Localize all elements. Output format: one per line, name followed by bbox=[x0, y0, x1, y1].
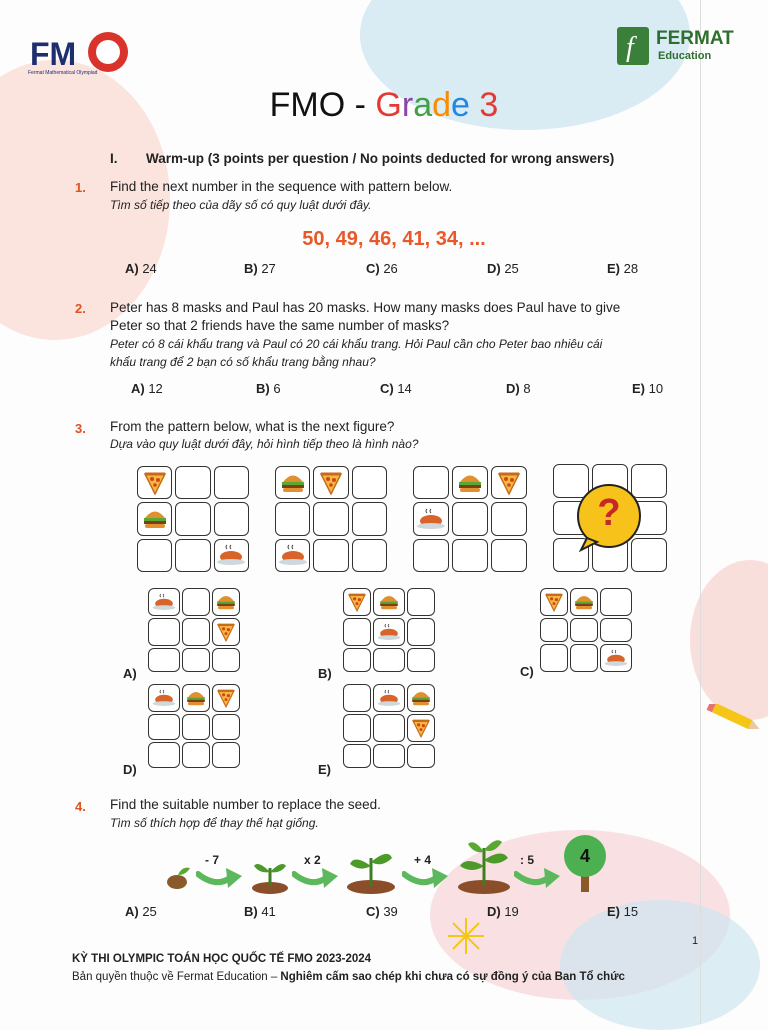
grid3-cell bbox=[452, 466, 488, 499]
answer-value: 25 bbox=[500, 261, 519, 276]
burger-icon bbox=[280, 471, 306, 495]
q2-answer-e[interactable] bbox=[632, 381, 663, 396]
q3-number: 3. bbox=[75, 421, 86, 436]
grid3-cell bbox=[491, 466, 527, 499]
answer-value: 25 bbox=[138, 904, 157, 919]
opt-a-cell bbox=[212, 648, 240, 672]
title-grade-letter bbox=[470, 86, 479, 124]
fmo-logo-sub: Fermat Mathematical Olympiad bbox=[28, 70, 98, 76]
fermat-f-icon bbox=[616, 26, 650, 66]
grid1-cell bbox=[214, 502, 249, 535]
opt-d-cell bbox=[182, 684, 210, 712]
q4-answer-c[interactable] bbox=[366, 904, 398, 919]
grid3-cell bbox=[491, 539, 527, 572]
question-bubble bbox=[573, 482, 645, 554]
q4-answer-a[interactable] bbox=[125, 904, 157, 919]
fermat-brand: FERMAT bbox=[656, 28, 734, 49]
pizza-icon bbox=[142, 470, 168, 496]
section-numeral: I. bbox=[110, 151, 118, 166]
option-c-grid bbox=[540, 588, 632, 672]
q4-text-en: Find the suitable number to replace the seed. bbox=[110, 797, 381, 812]
answer-letter: D) bbox=[506, 381, 520, 396]
answer-letter: B) bbox=[244, 261, 258, 276]
grid3-cell bbox=[491, 502, 527, 535]
answer-letter: D) bbox=[487, 904, 501, 919]
bg-blob-blue-bottom bbox=[560, 900, 760, 1030]
grid1-cell bbox=[137, 466, 172, 499]
option-b-grid bbox=[343, 588, 435, 672]
q1-answer-e[interactable] bbox=[607, 261, 638, 276]
footer-line-1: KỲ THI OLYMPIC TOÁN HỌC QUỐC TẾ FMO 2023-2024 bbox=[72, 953, 372, 965]
grid2-cell bbox=[275, 502, 310, 535]
pizza-icon bbox=[318, 470, 344, 496]
opt-e-cell bbox=[343, 744, 371, 768]
q1-answer-c[interactable] bbox=[366, 261, 398, 276]
answer-letter: C) bbox=[366, 261, 380, 276]
grid3-cell bbox=[413, 539, 449, 572]
grid1-cell bbox=[175, 466, 210, 499]
opt-c-cell bbox=[600, 618, 632, 642]
grid1-cell bbox=[137, 539, 172, 572]
title-grade-letter: e bbox=[451, 86, 470, 124]
q1-sequence: 50, 49, 46, 41, 34, ... bbox=[302, 228, 486, 250]
q4-answer-d[interactable] bbox=[487, 904, 519, 919]
option-e-label[interactable]: E) bbox=[318, 762, 331, 777]
opt-d-cell bbox=[182, 742, 210, 768]
page-number: 1 bbox=[692, 935, 699, 947]
arrow-right-icon bbox=[402, 866, 450, 892]
pizza-icon bbox=[216, 688, 237, 709]
opt-e-cell bbox=[407, 714, 435, 742]
answer-value: 15 bbox=[620, 904, 639, 919]
burger-icon bbox=[142, 507, 168, 531]
pencil-icon bbox=[706, 704, 762, 730]
grid2-cell bbox=[313, 466, 348, 499]
svg-text:f: f bbox=[626, 32, 634, 63]
grid3-cell bbox=[452, 539, 488, 572]
answer-value: 41 bbox=[257, 904, 276, 919]
burger-icon bbox=[457, 471, 483, 495]
q2-answer-d[interactable] bbox=[506, 381, 531, 396]
opt-c-cell bbox=[570, 644, 598, 672]
title-grade-letter: a bbox=[413, 86, 433, 124]
q2-text-en-1: Peter has 8 masks and Paul has 20 masks. How many masks does Paul have to give bbox=[110, 300, 621, 315]
opt-a-cell bbox=[148, 618, 180, 646]
sparkle-icon bbox=[446, 916, 486, 956]
svg-text:FM: FM bbox=[30, 36, 77, 72]
answer-letter: D) bbox=[487, 261, 501, 276]
grid2-cell bbox=[313, 502, 348, 535]
grid1-cell bbox=[137, 502, 172, 535]
q3-text-vi: Dựa vào quy luật dưới đây, hỏi hình tiếp theo là hình nào? bbox=[110, 437, 419, 451]
grid2-cell bbox=[275, 466, 310, 499]
chicken-icon bbox=[377, 622, 401, 643]
opt-c-cell bbox=[570, 618, 598, 642]
opt-e-cell bbox=[343, 714, 371, 742]
fmo-logo bbox=[28, 30, 138, 82]
option-b-label[interactable]: B) bbox=[318, 666, 332, 681]
answer-letter: B) bbox=[244, 904, 258, 919]
pizza-icon bbox=[216, 622, 237, 643]
opt-d-cell bbox=[212, 742, 240, 768]
opt-e-cell bbox=[407, 684, 435, 712]
title-grade bbox=[375, 86, 498, 124]
grid1-cell bbox=[175, 539, 210, 572]
answer-value: 6 bbox=[269, 381, 281, 396]
opt-e-cell bbox=[373, 714, 405, 742]
fermat-logo bbox=[616, 26, 756, 68]
sprout-icon bbox=[250, 850, 290, 894]
q2-text-en-2: Peter so that 2 friends have the same number of masks? bbox=[110, 318, 450, 333]
pattern-grid-3 bbox=[413, 466, 527, 572]
answer-letter: E) bbox=[607, 904, 620, 919]
q2-text-vi-1: Peter có 8 cái khẩu trang và Paul có 20 cái khẩu trang. Hỏi Paul cần cho Peter bao nhiêu cái bbox=[110, 337, 603, 351]
q2-answer-a[interactable] bbox=[131, 381, 163, 396]
opt-c-cell bbox=[570, 588, 598, 616]
opt-b-cell bbox=[343, 588, 371, 616]
answer-letter: C) bbox=[380, 381, 394, 396]
title-grade-letter: d bbox=[432, 86, 452, 124]
chicken-icon bbox=[416, 506, 446, 532]
right-margin-line bbox=[700, 0, 701, 1024]
opt-b-cell bbox=[343, 648, 371, 672]
chicken-icon bbox=[377, 688, 401, 709]
opt-b-cell bbox=[343, 618, 371, 646]
question-mark: ? bbox=[597, 492, 621, 534]
answer-letter: E) bbox=[607, 261, 620, 276]
opt-e-cell bbox=[373, 684, 405, 712]
tree-icon bbox=[562, 834, 608, 894]
q2-text-vi-2: khẩu trang để 2 bạn có số khẩu trang bằng nhau? bbox=[110, 355, 376, 369]
q4-answer-e[interactable] bbox=[607, 904, 638, 919]
opt-a-cell bbox=[212, 588, 240, 616]
chicken-icon bbox=[216, 542, 246, 568]
q4-op-label: - 7 bbox=[205, 853, 220, 867]
grid1-cell bbox=[214, 466, 249, 499]
opt-e-cell bbox=[343, 684, 371, 712]
answer-letter: A) bbox=[125, 904, 139, 919]
answer-letter: E) bbox=[632, 381, 645, 396]
seedling-icon bbox=[346, 842, 396, 894]
title-grade-letter: 3 bbox=[479, 86, 499, 124]
grid1-cell bbox=[175, 502, 210, 535]
option-d-label[interactable]: D) bbox=[123, 762, 137, 777]
fermat-brand-sub: Education bbox=[658, 50, 712, 62]
opt-c-cell bbox=[600, 644, 632, 672]
answer-value: 14 bbox=[393, 381, 412, 396]
opt-a-cell bbox=[182, 618, 210, 646]
answer-letter: C) bbox=[366, 904, 380, 919]
arrow-right-icon bbox=[196, 866, 244, 892]
pizza-icon bbox=[411, 718, 432, 739]
pattern-grid-1 bbox=[137, 466, 249, 572]
burger-icon bbox=[379, 592, 400, 611]
tree-result: 4 bbox=[579, 846, 590, 866]
opt-e-cell bbox=[407, 744, 435, 768]
footer-warning: Nghiêm cấm sao chép khi chưa có sự đồng ý của Ban Tổ chức bbox=[280, 971, 625, 983]
burger-icon bbox=[574, 592, 595, 611]
answer-value: 19 bbox=[500, 904, 519, 919]
answer-letter: A) bbox=[125, 261, 139, 276]
burger-icon bbox=[216, 592, 237, 611]
q4-op-label: : 5 bbox=[520, 853, 535, 867]
opt-d-cell bbox=[212, 714, 240, 740]
opt-c-cell bbox=[540, 644, 568, 672]
title-grade-letter: G bbox=[375, 86, 402, 124]
opt-b-cell bbox=[407, 618, 435, 646]
chicken-icon bbox=[152, 688, 176, 709]
pattern-grid-2 bbox=[275, 466, 387, 572]
q1-answer-b[interactable] bbox=[244, 261, 276, 276]
opt-b-cell bbox=[373, 648, 405, 672]
answer-value: 10 bbox=[645, 381, 664, 396]
q3-text-en: From the pattern below, what is the next figure? bbox=[110, 419, 395, 434]
grid3-cell bbox=[452, 502, 488, 535]
q1-answer-a[interactable] bbox=[125, 261, 157, 276]
opt-c-cell bbox=[540, 588, 568, 616]
burger-icon bbox=[411, 688, 432, 707]
opt-b-cell bbox=[373, 618, 405, 646]
grid2-cell bbox=[313, 539, 348, 572]
grid2-cell bbox=[352, 466, 387, 499]
q2-answer-b[interactable] bbox=[256, 381, 281, 396]
arrow-right-icon bbox=[292, 866, 340, 892]
opt-c-cell bbox=[540, 618, 568, 642]
q2-number: 2. bbox=[75, 301, 86, 316]
burger-icon bbox=[186, 688, 207, 707]
arrow-right-icon bbox=[514, 866, 562, 892]
q2-answer-c[interactable] bbox=[380, 381, 412, 396]
opt-b-cell bbox=[407, 648, 435, 672]
section-title: Warm-up (3 points per question / No points deducted for wrong answers) bbox=[146, 151, 615, 166]
footer-copyright: Bản quyền thuộc về Fermat Education – bbox=[72, 971, 281, 983]
answer-value: 12 bbox=[144, 381, 163, 396]
q4-op-label: x 2 bbox=[304, 853, 321, 867]
opt-d-cell bbox=[148, 742, 180, 768]
opt-a-cell bbox=[212, 618, 240, 646]
title-main: FMO - bbox=[269, 86, 376, 124]
answer-value: 27 bbox=[257, 261, 276, 276]
plant-icon bbox=[456, 836, 512, 894]
answer-value: 28 bbox=[620, 261, 639, 276]
answer-letter: A) bbox=[131, 381, 145, 396]
answer-value: 8 bbox=[519, 381, 531, 396]
grid2-cell bbox=[352, 539, 387, 572]
chicken-icon bbox=[152, 592, 176, 613]
option-a-grid bbox=[148, 588, 240, 672]
opt-e-cell bbox=[373, 744, 405, 768]
page-title bbox=[0, 86, 768, 125]
opt-b-cell bbox=[407, 588, 435, 616]
opt-d-cell bbox=[148, 714, 180, 740]
option-d-grid bbox=[148, 684, 240, 768]
option-c-label[interactable]: C) bbox=[520, 664, 534, 679]
seed-icon bbox=[164, 862, 194, 892]
q4-text-vi: Tìm số thích hợp để thay thế hạt giống. bbox=[110, 816, 319, 830]
option-a-label[interactable]: A) bbox=[123, 666, 137, 681]
chicken-icon bbox=[278, 542, 308, 568]
grid3-cell bbox=[413, 502, 449, 535]
pizza-icon bbox=[544, 592, 565, 613]
q1-number: 1. bbox=[75, 180, 86, 195]
opt-d-cell bbox=[148, 684, 180, 712]
opt-d-cell bbox=[212, 684, 240, 712]
opt-a-cell bbox=[182, 588, 210, 616]
q4-answer-b[interactable] bbox=[244, 904, 276, 919]
chicken-icon bbox=[604, 648, 628, 669]
footer-line-2 bbox=[72, 971, 625, 983]
pizza-icon bbox=[496, 470, 522, 496]
q1-text-vi: Tìm số tiếp theo của dãy số có quy luật dưới đây. bbox=[110, 198, 372, 212]
answer-letter: B) bbox=[256, 381, 270, 396]
grid3-cell bbox=[413, 466, 449, 499]
title-grade-letter: r bbox=[401, 86, 414, 124]
answer-value: 26 bbox=[379, 261, 398, 276]
pizza-icon bbox=[347, 592, 368, 613]
opt-a-cell bbox=[148, 588, 180, 616]
opt-a-cell bbox=[182, 648, 210, 672]
answer-value: 24 bbox=[138, 261, 157, 276]
grid1-cell bbox=[214, 539, 249, 572]
opt-d-cell bbox=[182, 714, 210, 740]
q1-answer-d[interactable] bbox=[487, 261, 519, 276]
grid2-cell bbox=[275, 539, 310, 572]
opt-a-cell bbox=[148, 648, 180, 672]
q4-number: 4. bbox=[75, 799, 86, 814]
q1-text-en: Find the next number in the sequence with pattern below. bbox=[110, 179, 453, 194]
grid2-cell bbox=[352, 502, 387, 535]
answer-value: 39 bbox=[379, 904, 398, 919]
opt-c-cell bbox=[600, 588, 632, 616]
opt-b-cell bbox=[373, 588, 405, 616]
q4-op-label: + 4 bbox=[414, 853, 432, 867]
bg-blob-pink-right bbox=[690, 560, 768, 720]
option-e-grid bbox=[343, 684, 435, 768]
